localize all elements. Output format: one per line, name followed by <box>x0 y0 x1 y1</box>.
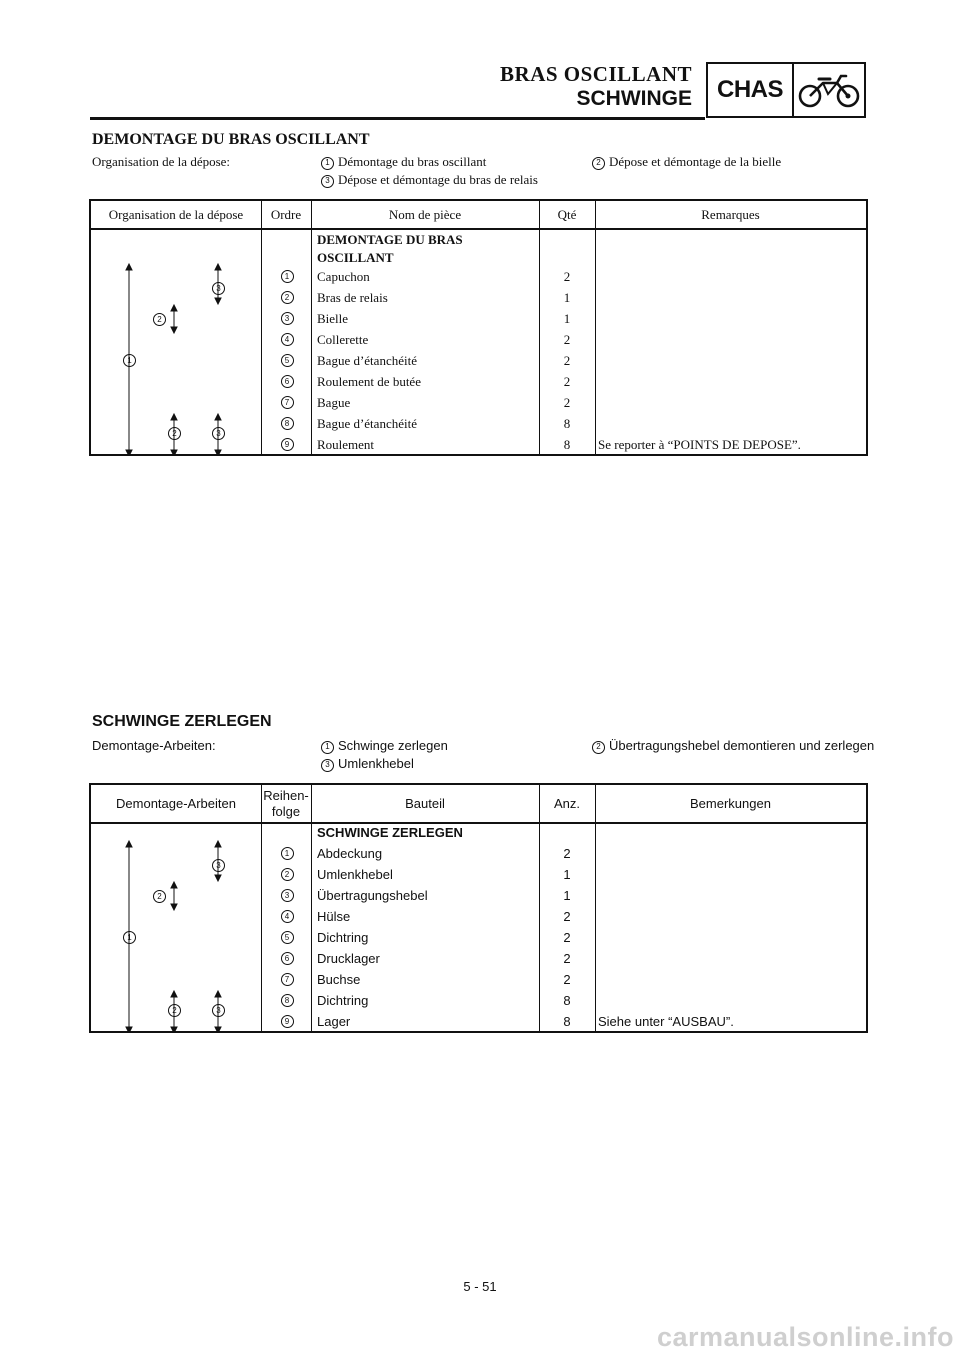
quantity: 2 <box>563 930 571 945</box>
order-number: 6 <box>281 952 294 965</box>
column-header: Anz. <box>553 795 580 811</box>
quantity: 1 <box>563 867 571 882</box>
part-name: Drucklager <box>317 951 380 966</box>
procedure-label: Demontage-Arbeiten: <box>92 738 216 753</box>
procedure-step <box>592 154 781 170</box>
table-header <box>91 785 866 824</box>
step-number: 3 <box>321 759 334 772</box>
quantity: 2 <box>563 353 571 368</box>
remarks: Siehe unter “AUSBAU”. <box>598 1014 734 1029</box>
diagram-label: 2 <box>153 313 166 326</box>
quantity: 2 <box>563 269 571 284</box>
remarks: Se reporter à “POINTS DE DEPOSE”. <box>598 437 801 452</box>
page-number: 5 - 51 <box>463 1279 497 1294</box>
quantity: 2 <box>563 374 571 389</box>
header-rule <box>90 117 705 120</box>
part-name: Hülse <box>317 909 351 924</box>
header-title-fr: BRAS OSCILLANT <box>500 62 692 86</box>
part-name: Bras de relais <box>317 290 388 305</box>
diagram-label: 3 <box>212 1004 225 1017</box>
order-number: 4 <box>281 333 294 346</box>
quantity: 1 <box>563 888 571 903</box>
step-number: 2 <box>592 741 605 754</box>
column-header: Nom de pièce <box>388 206 462 222</box>
order-number: 8 <box>281 417 294 430</box>
column-header: Ordre <box>270 206 302 222</box>
part-name: Lager <box>317 1014 351 1029</box>
diagram-label: 1 <box>123 354 136 367</box>
order-number: 8 <box>281 994 294 1007</box>
step-text: Dépose et démontage du bras de relais <box>338 172 538 187</box>
procedure-step <box>321 738 448 754</box>
column-header: Bauteil <box>405 795 445 811</box>
step-text: Umlenkhebel <box>338 756 414 771</box>
column-header-line: Reihen- <box>263 787 309 803</box>
chapter-badge <box>706 62 866 118</box>
order-number: 3 <box>281 312 294 325</box>
part-name: Bielle <box>317 311 349 326</box>
motorcycle-icon <box>794 64 864 116</box>
order-number: 4 <box>281 910 294 923</box>
quantity: 2 <box>563 972 571 987</box>
quantity: 2 <box>563 395 571 410</box>
quantity: 8 <box>563 1014 571 1029</box>
part-name: Bague <box>317 395 351 410</box>
part-name: Capuchon <box>317 269 370 284</box>
step-text: Démontage du bras oscillant <box>338 154 487 169</box>
procedure-step <box>321 756 414 772</box>
group-heading-line: DEMONTAGE DU BRAS <box>317 232 463 247</box>
part-name: Buchse <box>317 972 361 987</box>
order-number: 7 <box>281 973 294 986</box>
order-number: 7 <box>281 396 294 409</box>
diagram-label: 2 <box>153 890 166 903</box>
quantity: 1 <box>563 290 571 305</box>
order-number: 2 <box>281 291 294 304</box>
column-header: Demontage-Arbeiten <box>116 795 236 811</box>
part-name: Bague d’étanchéité <box>317 416 417 431</box>
section-title-fr: DEMONTAGE DU BRAS OSCILLANT <box>92 131 370 148</box>
order-number: 5 <box>281 931 294 944</box>
procedure-step <box>321 172 538 188</box>
part-name: Dichtring <box>317 930 369 945</box>
quantity: 2 <box>563 332 571 347</box>
quantity: 2 <box>563 846 571 861</box>
chapter-badge-label: CHAS <box>708 64 794 116</box>
step-text: Übertragungshebel demontieren und zerlegen <box>609 738 875 753</box>
quantity: 2 <box>563 909 571 924</box>
order-number: 2 <box>281 868 294 881</box>
part-name: Roulement de butée <box>317 374 421 389</box>
quantity: 8 <box>563 416 571 431</box>
column-header: Qté <box>557 206 577 222</box>
table-group-heading <box>317 231 463 267</box>
column-header <box>261 785 311 822</box>
procedure-step <box>592 738 874 754</box>
watermark: carmanualsonline.info <box>656 1322 954 1352</box>
order-number: 9 <box>281 1015 294 1028</box>
diagram-label: 3 <box>212 859 225 872</box>
procedure-step <box>321 154 486 170</box>
parts-table-de <box>89 783 868 1033</box>
step-text: Dépose et démontage de la bielle <box>609 154 782 169</box>
section-title-de: SCHWINGE ZERLEGEN <box>92 713 272 730</box>
part-name: Abdeckung <box>317 846 383 861</box>
order-number: 5 <box>281 354 294 367</box>
part-name: Roulement <box>317 437 375 452</box>
table-header <box>91 201 866 230</box>
order-number: 6 <box>281 375 294 388</box>
step-number: 1 <box>321 741 334 754</box>
order-number: 1 <box>281 847 294 860</box>
group-heading-line: OSCILLANT <box>317 250 394 265</box>
part-name: Umlenkhebel <box>317 867 393 882</box>
part-name: Übertragungshebel <box>317 888 428 903</box>
column-header-line: folge <box>271 803 301 819</box>
table-group-heading: SCHWINGE ZERLEGEN <box>317 825 463 840</box>
order-number: 3 <box>281 889 294 902</box>
part-name: Dichtring <box>317 993 369 1008</box>
parts-table-fr <box>89 199 868 456</box>
column-header: Bemerkungen <box>690 795 771 811</box>
procedure-label: Organisation de la dépose: <box>92 154 231 169</box>
diagram-label: 3 <box>212 282 225 295</box>
order-number: 1 <box>281 270 294 283</box>
diagram-label: 2 <box>168 1004 181 1017</box>
step-text: Schwinge zerlegen <box>338 738 448 753</box>
part-name: Bague d’étanchéité <box>317 353 417 368</box>
quantity: 8 <box>563 437 571 452</box>
diagram-label: 1 <box>123 931 136 944</box>
step-number: 2 <box>592 157 605 170</box>
diagram-label: 2 <box>168 427 181 440</box>
quantity: 1 <box>563 311 571 326</box>
quantity: 2 <box>563 951 571 966</box>
part-name: Collerette <box>317 332 369 347</box>
column-header: Organisation de la dépose <box>108 206 244 222</box>
diagram-label: 3 <box>212 427 225 440</box>
column-header: Remarques <box>701 206 760 222</box>
quantity: 8 <box>563 993 571 1008</box>
order-number: 9 <box>281 438 294 451</box>
step-number: 3 <box>321 175 334 188</box>
step-number: 1 <box>321 157 334 170</box>
header-title-de: SCHWINGE <box>576 87 692 110</box>
